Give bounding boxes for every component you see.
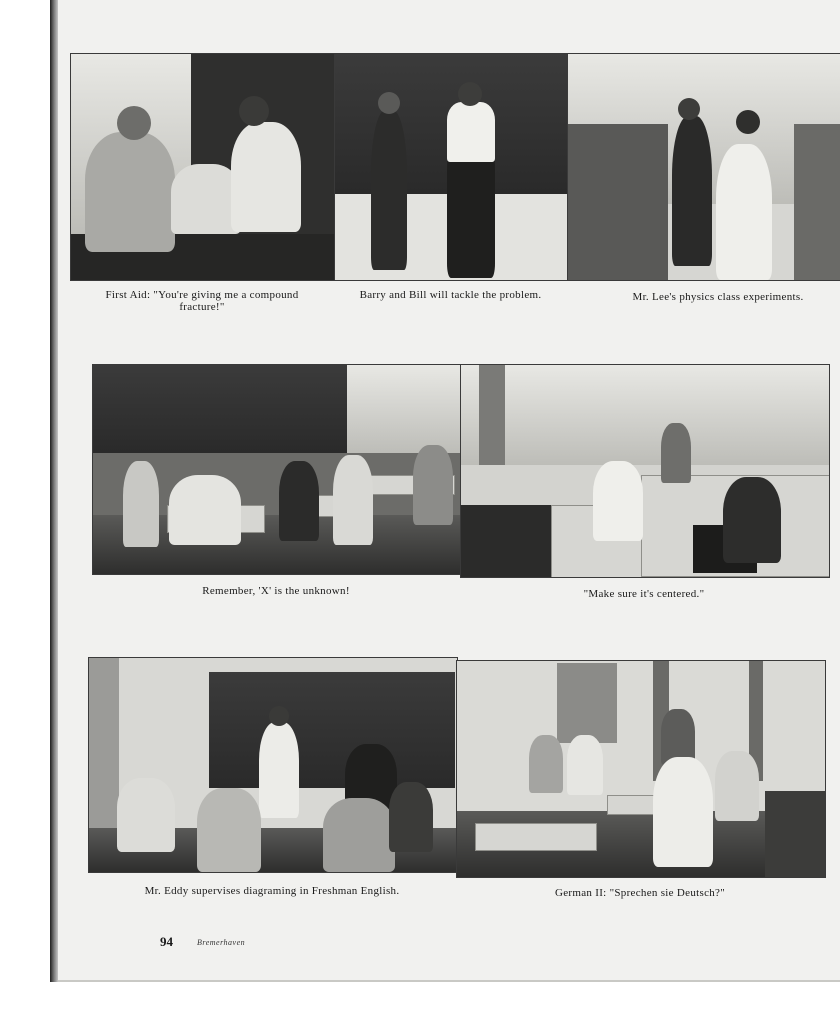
page-number: 94 <box>160 934 173 949</box>
photo-first-aid <box>70 53 336 281</box>
photo-math-classroom <box>92 364 462 575</box>
caption-first-aid: First Aid: "You're giving me a compound fracture!" <box>105 289 299 313</box>
photo-german-class <box>456 660 826 878</box>
photo-physics-lab <box>567 53 840 281</box>
book-name: Bremerhaven <box>197 938 246 947</box>
photo-english-class <box>88 657 458 873</box>
caption-german-class: German II: "Sprechen sie Deutsch?" <box>554 887 726 899</box>
photo-typing-class <box>460 364 830 578</box>
caption-blackboard-problem: Barry and Bill will tackle the problem. <box>359 289 542 301</box>
caption-english-class: Mr. Eddy supervises diagraming in Freshman English. <box>144 885 400 897</box>
caption-physics-lab: Mr. Lee's physics class experiments. <box>632 291 804 303</box>
photo-blackboard-problem <box>334 53 569 281</box>
caption-math-classroom: Remember, 'X' is the unknown! <box>202 585 350 597</box>
page-bottom-margin <box>0 982 840 1024</box>
caption-typing-class: "Make sure it's centered." <box>583 588 705 600</box>
